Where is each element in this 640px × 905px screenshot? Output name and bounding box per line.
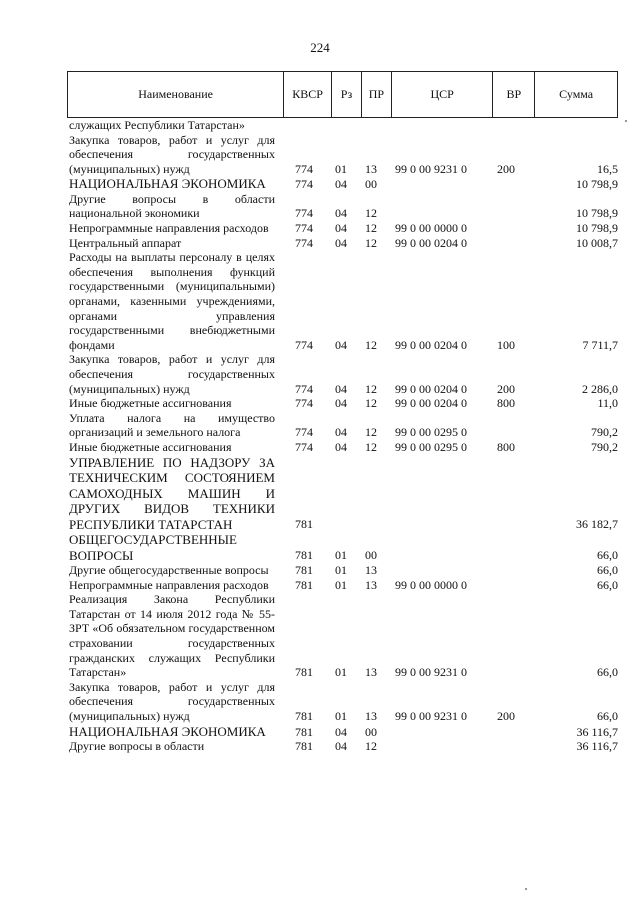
table-row <box>69 680 618 724</box>
cell-rz: 01 <box>335 709 347 723</box>
cell-pr: 12 <box>365 425 377 440</box>
cell-rz: 04 <box>335 724 347 739</box>
cell-name: Реализация Закона Республики Татарстан от 14 июля 2012 года № 55-ЗРТ «Об обязательном государственном страховании государственных гражданских служащих Республики Татарстан» <box>69 592 275 680</box>
scan-speck <box>525 888 527 890</box>
cell-kvsr: 774 <box>295 161 313 176</box>
table-row <box>69 236 618 251</box>
header-pr: ПР <box>362 72 392 117</box>
cell-sum: 10 798,9 <box>576 221 618 236</box>
cell-pr: 12 <box>365 439 377 454</box>
cell-kvsr: 781 <box>295 548 313 563</box>
cell-sum: 790,2 <box>591 425 618 440</box>
cell-csr: 99 0 00 0204 0 <box>395 381 467 396</box>
cell-sum: 7 711,7 <box>582 337 618 352</box>
table-row <box>69 739 618 754</box>
table-row <box>69 578 618 593</box>
header-sum: Сумма <box>559 87 594 101</box>
cell-pr: 12 <box>365 396 377 411</box>
cell-vr: 800 <box>497 396 515 411</box>
cell-name: Непрограммные направления расходов <box>69 221 269 236</box>
header-name: Наименование <box>68 72 284 117</box>
cell-kvsr: 781 <box>295 665 313 680</box>
cell-rz: 04 <box>335 206 347 221</box>
cell-csr: 99 0 00 9231 0 <box>395 161 467 176</box>
cell-kvsr: 781 <box>295 709 313 723</box>
table-row <box>69 411 618 440</box>
cell-sum: 36 116,7 <box>576 739 618 754</box>
cell-name: Иные бюджетные ассигнования <box>69 439 232 454</box>
cell-name: Закупка товаров, работ и услуг для обеспечения государственных (муниципальных) нужд <box>69 352 275 396</box>
table-row <box>69 352 618 396</box>
cell-pr: 13 <box>365 161 377 176</box>
cell-kvsr: 774 <box>295 425 313 440</box>
header-kvsr: КВСР <box>284 72 332 117</box>
cell-rz: 04 <box>335 337 347 352</box>
cell-csr: 99 0 00 0204 0 <box>395 235 467 250</box>
cell-sum: 10 798,9 <box>576 206 618 221</box>
cell-pr: 13 <box>365 709 377 723</box>
cell-pr: 13 <box>365 577 377 592</box>
header-vr: ВР <box>493 72 535 117</box>
table-row <box>69 563 618 578</box>
table-row <box>69 118 618 133</box>
cell-name: Иные бюджетные ассигнования <box>69 396 232 411</box>
cell-pr: 12 <box>365 206 377 221</box>
cell-name: Закупка товаров, работ и услуг для обеспечения государственных (муниципальных) нужд <box>69 132 275 176</box>
cell-name: ОБЩЕГОСУДАРСТВЕННЫЕ ВОПРОСЫ <box>69 532 237 563</box>
scan-speck <box>625 120 627 122</box>
cell-csr: 99 0 00 9231 0 <box>395 709 467 723</box>
cell-sum: 66,0 <box>597 709 618 723</box>
cell-kvsr: 781 <box>295 563 313 578</box>
cell-kvsr: 774 <box>295 439 313 454</box>
table-row <box>69 221 618 236</box>
cell-csr: 99 0 00 0204 0 <box>395 396 467 411</box>
cell-vr: 200 <box>497 381 515 396</box>
cell-vr: 100 <box>497 337 515 352</box>
table-row <box>69 592 618 680</box>
table-row <box>69 250 618 352</box>
cell-sum: 790,2 <box>591 439 618 454</box>
table-header <box>67 71 618 118</box>
cell-kvsr: 774 <box>295 381 313 396</box>
cell-rz: 04 <box>335 381 347 396</box>
table-row <box>69 133 618 177</box>
cell-kvsr: 774 <box>295 177 313 192</box>
table-row <box>69 440 618 455</box>
cell-kvsr: 781 <box>295 739 313 754</box>
cell-sum: 11,0 <box>597 396 618 411</box>
cell-pr: 12 <box>365 221 377 236</box>
table-body <box>69 118 618 754</box>
cell-name: Закупка товаров, работ и услуг для обеспечения государственных (муниципальных) нужд <box>69 679 275 723</box>
cell-csr: 99 0 00 0295 0 <box>395 439 467 454</box>
cell-rz: 04 <box>335 177 347 192</box>
table-row <box>69 396 618 411</box>
cell-pr: 12 <box>365 381 377 396</box>
cell-rz: 04 <box>335 425 347 440</box>
cell-kvsr: 774 <box>295 221 313 236</box>
table-row <box>69 532 618 563</box>
cell-sum: 36 182,7 <box>576 517 618 532</box>
cell-rz: 04 <box>335 739 347 754</box>
cell-rz: 01 <box>335 548 347 563</box>
cell-csr: 99 0 00 0000 0 <box>395 221 467 236</box>
cell-name: служащих Республики Татарстан» <box>69 118 245 132</box>
cell-sum: 66,0 <box>597 563 618 578</box>
table-row <box>69 455 618 533</box>
cell-rz: 04 <box>335 221 347 236</box>
cell-pr: 00 <box>365 724 377 739</box>
cell-pr: 12 <box>365 337 377 352</box>
cell-vr: 200 <box>497 161 515 176</box>
cell-rz: 01 <box>335 665 347 680</box>
cell-sum: 66,0 <box>597 665 618 680</box>
header-rz: Рз <box>332 72 362 117</box>
cell-name: Уплата налога на имущество организаций и земельного налога <box>69 410 275 440</box>
cell-name: Другие общегосударственные вопросы <box>69 563 269 578</box>
cell-kvsr: 774 <box>295 206 313 221</box>
cell-rz: 01 <box>335 577 347 592</box>
cell-kvsr: 781 <box>295 517 313 532</box>
cell-kvsr: 774 <box>295 396 313 411</box>
cell-kvsr: 781 <box>295 724 313 739</box>
cell-csr: 99 0 00 0000 0 <box>395 577 467 592</box>
cell-sum: 36 116,7 <box>576 724 618 739</box>
cell-name: Другие вопросы в области национальной экономики <box>69 191 275 221</box>
cell-pr: 00 <box>365 548 377 563</box>
cell-name: УПРАВЛЕНИЕ ПО НАДЗОРУ ЗА ТЕХНИЧЕСКИМ СОСТОЯНИЕМ САМОХОДНЫХ МАШИН И ДРУГИХ ВИДОВ ТЕХНИКИ РЕСПУБЛИКИ ТАТАРСТАН <box>69 454 275 532</box>
cell-pr: 12 <box>365 739 377 754</box>
page-number: 224 <box>310 40 330 55</box>
cell-sum: 66,0 <box>597 577 618 592</box>
cell-pr: 12 <box>365 235 377 250</box>
cell-name: НАЦИОНАЛЬНАЯ ЭКОНОМИКА <box>69 723 266 739</box>
cell-name: Центральный аппарат <box>69 235 182 250</box>
cell-sum: 10 008,7 <box>576 235 618 250</box>
cell-pr: 13 <box>365 665 377 680</box>
cell-csr: 99 0 00 0295 0 <box>395 425 467 440</box>
cell-sum: 66,0 <box>597 548 618 563</box>
cell-sum: 2 286,0 <box>582 381 618 396</box>
cell-csr: 99 0 00 9231 0 <box>395 665 467 680</box>
cell-name: Другие вопросы в области <box>69 739 205 754</box>
cell-name: НАЦИОНАЛЬНАЯ ЭКОНОМИКА <box>69 176 266 192</box>
cell-rz: 01 <box>335 161 347 176</box>
cell-name: Расходы на выплаты персоналу в целях обеспечения выполнения функций государственными (муниципальными) органами, казенными учреждениями, органами управления государственными внебюджетными фондами <box>69 250 275 352</box>
cell-kvsr: 781 <box>295 577 313 592</box>
table-row <box>69 192 618 221</box>
cell-kvsr: 774 <box>295 337 313 352</box>
cell-rz: 04 <box>335 439 347 454</box>
cell-pr: 13 <box>365 563 377 578</box>
cell-sum: 10 798,9 <box>576 177 618 192</box>
header-csr: ЦСР <box>392 72 494 117</box>
cell-vr: 200 <box>497 709 515 723</box>
cell-csr: 99 0 00 0204 0 <box>395 337 467 352</box>
cell-rz: 01 <box>335 563 347 578</box>
cell-name: Непрограммные направления расходов <box>69 577 269 592</box>
table-row <box>69 724 618 740</box>
cell-sum: 16,5 <box>597 161 618 176</box>
table-row <box>69 176 618 192</box>
cell-vr: 800 <box>497 439 515 454</box>
cell-rz: 04 <box>335 235 347 250</box>
cell-rz: 04 <box>335 396 347 411</box>
cell-pr: 00 <box>365 177 377 192</box>
cell-kvsr: 774 <box>295 235 313 250</box>
